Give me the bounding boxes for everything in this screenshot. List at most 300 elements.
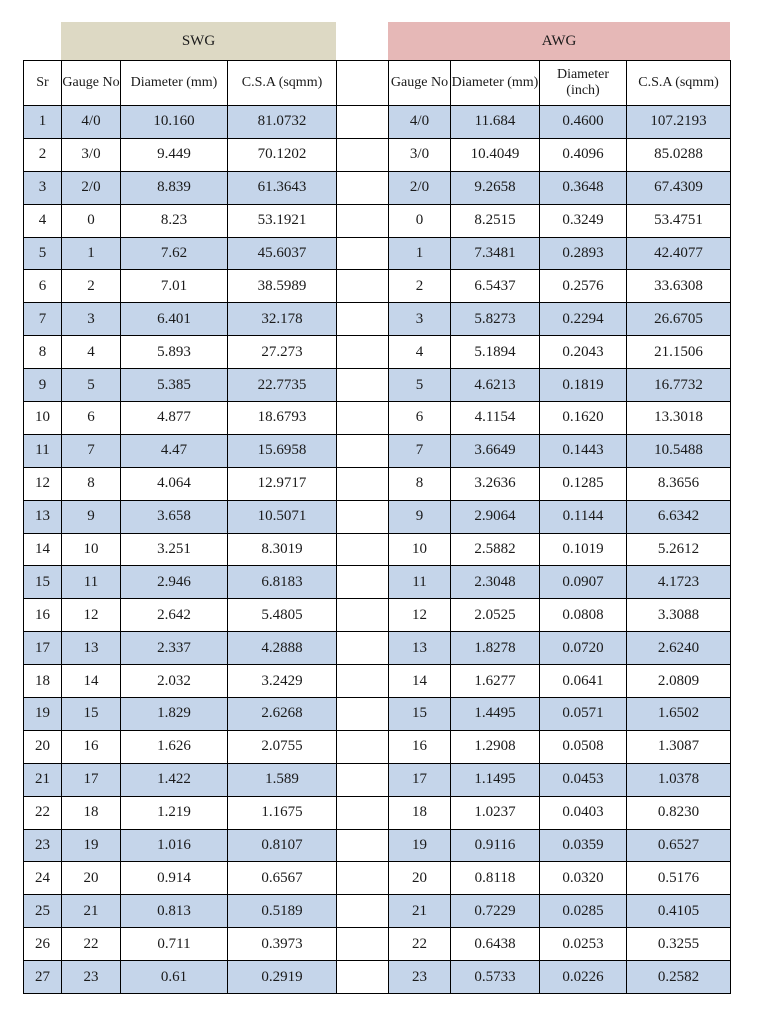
swg-table-cell: 3 bbox=[24, 171, 62, 204]
awg-table-cell: 9.2658 bbox=[451, 171, 540, 204]
swg-table-cell: 2.0755 bbox=[228, 730, 337, 763]
awg-table-body bbox=[389, 106, 731, 994]
swg-spacer-cell bbox=[337, 796, 389, 829]
awg-table-cell: 11.684 bbox=[451, 106, 540, 139]
awg-table-cell: 5.1894 bbox=[451, 336, 540, 369]
swg-spacer-cell bbox=[337, 171, 389, 204]
swg-header-row bbox=[24, 61, 389, 106]
awg-table-row bbox=[389, 895, 731, 928]
swg-table-cell: 8.23 bbox=[121, 204, 228, 237]
awg-col-diameter-mm: Diameter (mm) bbox=[451, 61, 540, 106]
awg-table-cell: 2/0 bbox=[389, 171, 451, 204]
swg-table-cell: 1.219 bbox=[121, 796, 228, 829]
awg-col-csa: C.S.A (sqmm) bbox=[627, 61, 731, 106]
awg-table-cell: 2.6240 bbox=[627, 632, 731, 665]
awg-table-row bbox=[389, 730, 731, 763]
awg-table-cell: 0.5176 bbox=[627, 862, 731, 895]
awg-table-cell: 33.6308 bbox=[627, 270, 731, 303]
swg-table-cell: 7.01 bbox=[121, 270, 228, 303]
swg-table-cell: 11 bbox=[62, 566, 121, 599]
awg-table-cell: 0.1819 bbox=[540, 369, 627, 402]
awg-table-cell: 0.5733 bbox=[451, 961, 540, 994]
swg-table-cell: 15 bbox=[62, 698, 121, 731]
swg-table-cell: 24 bbox=[24, 862, 62, 895]
awg-table-cell: 0 bbox=[389, 204, 451, 237]
awg-table-row bbox=[389, 566, 731, 599]
swg-table-cell: 0.61 bbox=[121, 961, 228, 994]
awg-table-cell: 11 bbox=[389, 566, 451, 599]
swg-spacer-cell bbox=[337, 204, 389, 237]
swg-table-row bbox=[24, 961, 389, 994]
swg-table-cell: 20 bbox=[62, 862, 121, 895]
swg-table-cell: 8 bbox=[24, 336, 62, 369]
swg-table-cell: 5 bbox=[24, 237, 62, 270]
awg-table-cell: 2.3048 bbox=[451, 566, 540, 599]
awg-table-cell: 0.0285 bbox=[540, 895, 627, 928]
swg-table-row bbox=[24, 829, 389, 862]
swg-table-cell: 5 bbox=[62, 369, 121, 402]
awg-table-cell: 1.8278 bbox=[451, 632, 540, 665]
swg-table-body bbox=[24, 106, 389, 994]
awg-table-cell: 16 bbox=[389, 730, 451, 763]
swg-col-gauge-no: Gauge No bbox=[62, 61, 121, 106]
swg-table-cell: 9 bbox=[62, 500, 121, 533]
awg-table-cell: 0.0907 bbox=[540, 566, 627, 599]
swg-spacer-cell bbox=[337, 632, 389, 665]
swg-table-row bbox=[24, 566, 389, 599]
awg-table-row bbox=[389, 402, 731, 435]
awg-table-cell: 0.0720 bbox=[540, 632, 627, 665]
awg-table-cell: 2.5882 bbox=[451, 533, 540, 566]
awg-table-cell: 7.3481 bbox=[451, 237, 540, 270]
awg-table-cell: 42.4077 bbox=[627, 237, 731, 270]
awg-table bbox=[388, 60, 731, 994]
swg-table-cell: 13 bbox=[62, 632, 121, 665]
swg-table-cell: 15 bbox=[24, 566, 62, 599]
awg-table-cell: 1.1495 bbox=[451, 763, 540, 796]
awg-table-row bbox=[389, 763, 731, 796]
swg-table-cell: 10.5071 bbox=[228, 500, 337, 533]
awg-table-cell: 53.4751 bbox=[627, 204, 731, 237]
swg-table-row bbox=[24, 698, 389, 731]
awg-table-cell: 0.3255 bbox=[627, 928, 731, 961]
awg-table-cell: 22 bbox=[389, 928, 451, 961]
awg-col-diameter-inch: Diameter (inch) bbox=[540, 61, 627, 106]
swg-table-row bbox=[24, 171, 389, 204]
awg-table-cell: 67.4309 bbox=[627, 171, 731, 204]
awg-table-cell: 0.2582 bbox=[627, 961, 731, 994]
awg-table-cell: 17 bbox=[389, 763, 451, 796]
swg-spacer-cell bbox=[337, 533, 389, 566]
awg-table-cell: 12 bbox=[389, 599, 451, 632]
swg-table-cell: 14 bbox=[24, 533, 62, 566]
swg-spacer-col bbox=[337, 61, 389, 106]
swg-table-row bbox=[24, 730, 389, 763]
swg-table-cell: 6.8183 bbox=[228, 566, 337, 599]
awg-table-cell: 3.3088 bbox=[627, 599, 731, 632]
swg-spacer-cell bbox=[337, 336, 389, 369]
swg-table-cell: 10 bbox=[24, 402, 62, 435]
swg-spacer-cell bbox=[337, 369, 389, 402]
swg-table-cell: 0.8107 bbox=[228, 829, 337, 862]
awg-table-cell: 0.0453 bbox=[540, 763, 627, 796]
awg-table-cell: 0.2893 bbox=[540, 237, 627, 270]
awg-table-row bbox=[389, 665, 731, 698]
swg-table-cell: 16 bbox=[24, 599, 62, 632]
swg-spacer-cell bbox=[337, 138, 389, 171]
swg-spacer-cell bbox=[337, 467, 389, 500]
swg-table-cell: 27 bbox=[24, 961, 62, 994]
awg-table-row bbox=[389, 237, 731, 270]
awg-table-cell: 0.4096 bbox=[540, 138, 627, 171]
swg-table-cell: 0.6567 bbox=[228, 862, 337, 895]
swg-table-row bbox=[24, 665, 389, 698]
swg-spacer-cell bbox=[337, 500, 389, 533]
swg-table-cell: 5.4805 bbox=[228, 599, 337, 632]
awg-table-row bbox=[389, 533, 731, 566]
awg-table-cell: 26.6705 bbox=[627, 303, 731, 336]
awg-table-row bbox=[389, 829, 731, 862]
swg-table-row bbox=[24, 369, 389, 402]
awg-table-cell: 4.6213 bbox=[451, 369, 540, 402]
awg-table-cell: 13 bbox=[389, 632, 451, 665]
awg-table-cell: 0.1144 bbox=[540, 500, 627, 533]
swg-table-row bbox=[24, 237, 389, 270]
swg-table-cell: 0 bbox=[62, 204, 121, 237]
swg-spacer-cell bbox=[337, 270, 389, 303]
awg-table-cell: 10 bbox=[389, 533, 451, 566]
awg-table-cell: 1.4495 bbox=[451, 698, 540, 731]
awg-table-row bbox=[389, 303, 731, 336]
swg-spacer-cell bbox=[337, 665, 389, 698]
swg-table-cell: 70.1202 bbox=[228, 138, 337, 171]
awg-table-cell: 0.1285 bbox=[540, 467, 627, 500]
swg-table-cell: 4.064 bbox=[121, 467, 228, 500]
swg-table-cell: 2.946 bbox=[121, 566, 228, 599]
awg-table-cell: 10.4049 bbox=[451, 138, 540, 171]
swg-table-cell: 81.0732 bbox=[228, 106, 337, 139]
swg-table-cell: 61.3643 bbox=[228, 171, 337, 204]
swg-table-cell: 7 bbox=[24, 303, 62, 336]
awg-table-cell: 9 bbox=[389, 500, 451, 533]
swg-table-cell: 4.2888 bbox=[228, 632, 337, 665]
swg-table-cell: 6 bbox=[24, 270, 62, 303]
awg-table-row bbox=[389, 632, 731, 665]
awg-table-cell: 7 bbox=[389, 434, 451, 467]
awg-table-row bbox=[389, 434, 731, 467]
swg-table-cell: 1.016 bbox=[121, 829, 228, 862]
swg-table-cell: 17 bbox=[24, 632, 62, 665]
awg-section-title: AWG bbox=[388, 22, 730, 60]
swg-table-cell: 4.47 bbox=[121, 434, 228, 467]
swg-table-cell: 3.658 bbox=[121, 500, 228, 533]
awg-table-cell: 0.6527 bbox=[627, 829, 731, 862]
awg-table-cell: 1.6277 bbox=[451, 665, 540, 698]
swg-spacer-cell bbox=[337, 763, 389, 796]
awg-table-row bbox=[389, 270, 731, 303]
swg-table-cell: 2.337 bbox=[121, 632, 228, 665]
swg-table-cell: 19 bbox=[24, 698, 62, 731]
awg-table-cell: 21.1506 bbox=[627, 336, 731, 369]
awg-table-row bbox=[389, 500, 731, 533]
awg-table-cell: 0.3249 bbox=[540, 204, 627, 237]
swg-table-cell: 2 bbox=[62, 270, 121, 303]
swg-table-cell: 18 bbox=[24, 665, 62, 698]
swg-table-row bbox=[24, 336, 389, 369]
awg-table-cell: 1 bbox=[389, 237, 451, 270]
awg-table-cell: 1.3087 bbox=[627, 730, 731, 763]
swg-table-cell: 8 bbox=[62, 467, 121, 500]
swg-table-cell: 23 bbox=[62, 961, 121, 994]
swg-table-cell: 6.401 bbox=[121, 303, 228, 336]
swg-table-row bbox=[24, 500, 389, 533]
awg-table-cell: 10.5488 bbox=[627, 434, 731, 467]
swg-spacer-cell bbox=[337, 895, 389, 928]
swg-spacer-cell bbox=[337, 928, 389, 961]
swg-table-row bbox=[24, 270, 389, 303]
swg-spacer-cell bbox=[337, 402, 389, 435]
awg-table-cell: 16.7732 bbox=[627, 369, 731, 402]
swg-table-row bbox=[24, 434, 389, 467]
awg-table-row bbox=[389, 204, 731, 237]
swg-table-cell: 17 bbox=[62, 763, 121, 796]
swg-spacer-cell bbox=[337, 106, 389, 139]
swg-table-cell: 1.626 bbox=[121, 730, 228, 763]
awg-table-cell: 0.0359 bbox=[540, 829, 627, 862]
awg-table-cell: 13.3018 bbox=[627, 402, 731, 435]
swg-spacer-cell bbox=[337, 829, 389, 862]
awg-col-gauge-no: Gauge No bbox=[389, 61, 451, 106]
swg-col-sr: Sr bbox=[24, 61, 62, 106]
swg-spacer-cell bbox=[337, 698, 389, 731]
awg-table-row bbox=[389, 961, 731, 994]
awg-table-cell: 5.8273 bbox=[451, 303, 540, 336]
awg-table-cell: 2.9064 bbox=[451, 500, 540, 533]
swg-table-cell: 1 bbox=[24, 106, 62, 139]
swg-table-cell: 10.160 bbox=[121, 106, 228, 139]
awg-table-cell: 0.8118 bbox=[451, 862, 540, 895]
swg-table bbox=[23, 60, 389, 994]
awg-table-cell: 0.7229 bbox=[451, 895, 540, 928]
swg-table-row bbox=[24, 763, 389, 796]
awg-table-cell: 18 bbox=[389, 796, 451, 829]
swg-table-row bbox=[24, 796, 389, 829]
awg-table-cell: 0.0508 bbox=[540, 730, 627, 763]
awg-table-cell: 3.6649 bbox=[451, 434, 540, 467]
swg-table-cell: 14 bbox=[62, 665, 121, 698]
swg-table-cell: 8.3019 bbox=[228, 533, 337, 566]
awg-table-cell: 0.2294 bbox=[540, 303, 627, 336]
swg-table-cell: 19 bbox=[62, 829, 121, 862]
awg-table-row bbox=[389, 336, 731, 369]
awg-table-cell: 8 bbox=[389, 467, 451, 500]
swg-table-cell: 9.449 bbox=[121, 138, 228, 171]
swg-table-cell: 45.6037 bbox=[228, 237, 337, 270]
awg-table-cell: 15 bbox=[389, 698, 451, 731]
awg-table-cell: 20 bbox=[389, 862, 451, 895]
awg-table-cell: 8.2515 bbox=[451, 204, 540, 237]
swg-table-row bbox=[24, 599, 389, 632]
awg-table-cell: 107.2193 bbox=[627, 106, 731, 139]
awg-table-cell: 23 bbox=[389, 961, 451, 994]
awg-table-cell: 3 bbox=[389, 303, 451, 336]
swg-table-cell: 22.7735 bbox=[228, 369, 337, 402]
awg-table-cell: 0.4600 bbox=[540, 106, 627, 139]
swg-table-cell: 16 bbox=[62, 730, 121, 763]
awg-table-cell: 6 bbox=[389, 402, 451, 435]
awg-table-cell: 6.5437 bbox=[451, 270, 540, 303]
swg-table-cell: 27.273 bbox=[228, 336, 337, 369]
swg-table-row bbox=[24, 204, 389, 237]
swg-table-row bbox=[24, 895, 389, 928]
awg-table-cell: 0.1620 bbox=[540, 402, 627, 435]
swg-table-cell: 8.839 bbox=[121, 171, 228, 204]
awg-table-cell: 4/0 bbox=[389, 106, 451, 139]
swg-col-diameter-mm: Diameter (mm) bbox=[121, 61, 228, 106]
swg-table-row bbox=[24, 138, 389, 171]
awg-table-cell: 4.1723 bbox=[627, 566, 731, 599]
swg-table-cell: 1 bbox=[62, 237, 121, 270]
swg-table-cell: 9 bbox=[24, 369, 62, 402]
swg-table-cell: 22 bbox=[62, 928, 121, 961]
awg-table-cell: 0.4105 bbox=[627, 895, 731, 928]
awg-table-cell: 85.0288 bbox=[627, 138, 731, 171]
swg-table-cell: 2.032 bbox=[121, 665, 228, 698]
swg-table-cell: 21 bbox=[24, 763, 62, 796]
awg-table-cell: 1.6502 bbox=[627, 698, 731, 731]
swg-table-cell: 0.2919 bbox=[228, 961, 337, 994]
swg-spacer-cell bbox=[337, 303, 389, 336]
awg-table-cell: 8.3656 bbox=[627, 467, 731, 500]
swg-table-row bbox=[24, 862, 389, 895]
awg-table-cell: 0.6438 bbox=[451, 928, 540, 961]
swg-table-cell: 6 bbox=[62, 402, 121, 435]
swg-table-cell: 25 bbox=[24, 895, 62, 928]
awg-table-cell: 4 bbox=[389, 336, 451, 369]
swg-spacer-cell bbox=[337, 961, 389, 994]
awg-table-cell: 1.0378 bbox=[627, 763, 731, 796]
swg-table-row bbox=[24, 533, 389, 566]
swg-table-cell: 32.178 bbox=[228, 303, 337, 336]
swg-table-cell: 2.6268 bbox=[228, 698, 337, 731]
swg-table-row bbox=[24, 928, 389, 961]
awg-table-cell: 2 bbox=[389, 270, 451, 303]
swg-table-cell: 53.1921 bbox=[228, 204, 337, 237]
swg-table-row bbox=[24, 467, 389, 500]
swg-table-cell: 7.62 bbox=[121, 237, 228, 270]
awg-table-cell: 0.1019 bbox=[540, 533, 627, 566]
swg-table-cell: 0.914 bbox=[121, 862, 228, 895]
awg-table-cell: 0.0226 bbox=[540, 961, 627, 994]
swg-section-title: SWG bbox=[61, 22, 336, 60]
swg-table-cell: 12 bbox=[62, 599, 121, 632]
awg-table-row bbox=[389, 698, 731, 731]
swg-table-cell: 3 bbox=[62, 303, 121, 336]
awg-table-cell: 5.2612 bbox=[627, 533, 731, 566]
swg-spacer-cell bbox=[337, 862, 389, 895]
swg-table-cell: 38.5989 bbox=[228, 270, 337, 303]
swg-table-cell: 2/0 bbox=[62, 171, 121, 204]
swg-table-cell: 4/0 bbox=[62, 106, 121, 139]
awg-table-cell: 0.2576 bbox=[540, 270, 627, 303]
swg-table-cell: 3.2429 bbox=[228, 665, 337, 698]
awg-table-row bbox=[389, 467, 731, 500]
awg-table-cell: 0.9116 bbox=[451, 829, 540, 862]
swg-table-cell: 5.385 bbox=[121, 369, 228, 402]
awg-table-cell: 1.0237 bbox=[451, 796, 540, 829]
swg-table-cell: 21 bbox=[62, 895, 121, 928]
awg-table-cell: 0.0253 bbox=[540, 928, 627, 961]
swg-table-row bbox=[24, 632, 389, 665]
swg-table-row bbox=[24, 303, 389, 336]
awg-table-cell: 2.0525 bbox=[451, 599, 540, 632]
swg-table-cell: 1.829 bbox=[121, 698, 228, 731]
awg-table-cell: 0.0403 bbox=[540, 796, 627, 829]
swg-table-cell: 12 bbox=[24, 467, 62, 500]
swg-table-cell: 15.6958 bbox=[228, 434, 337, 467]
awg-table-cell: 0.3648 bbox=[540, 171, 627, 204]
awg-table-cell: 4.1154 bbox=[451, 402, 540, 435]
swg-table-cell: 18.6793 bbox=[228, 402, 337, 435]
swg-table-cell: 4 bbox=[62, 336, 121, 369]
swg-table-cell: 4 bbox=[24, 204, 62, 237]
swg-table-cell: 18 bbox=[62, 796, 121, 829]
awg-table-cell: 0.8230 bbox=[627, 796, 731, 829]
awg-table-cell: 0.0641 bbox=[540, 665, 627, 698]
awg-table-cell: 14 bbox=[389, 665, 451, 698]
awg-table-row bbox=[389, 369, 731, 402]
swg-table-cell: 4.877 bbox=[121, 402, 228, 435]
swg-table-cell: 13 bbox=[24, 500, 62, 533]
awg-table-row bbox=[389, 138, 731, 171]
swg-table-cell: 26 bbox=[24, 928, 62, 961]
awg-table-cell: 6.6342 bbox=[627, 500, 731, 533]
swg-table-cell: 5.893 bbox=[121, 336, 228, 369]
swg-table-cell: 2.642 bbox=[121, 599, 228, 632]
swg-table-cell: 1.422 bbox=[121, 763, 228, 796]
swg-table-cell: 0.813 bbox=[121, 895, 228, 928]
awg-table-cell: 3/0 bbox=[389, 138, 451, 171]
swg-spacer-cell bbox=[337, 237, 389, 270]
awg-table-row bbox=[389, 599, 731, 632]
awg-table-row bbox=[389, 928, 731, 961]
swg-table-cell: 23 bbox=[24, 829, 62, 862]
swg-table-cell: 7 bbox=[62, 434, 121, 467]
swg-table-cell: 0.3973 bbox=[228, 928, 337, 961]
awg-table-cell: 0.0808 bbox=[540, 599, 627, 632]
swg-table-row bbox=[24, 402, 389, 435]
awg-header-row bbox=[389, 61, 731, 106]
awg-table-cell: 2.0809 bbox=[627, 665, 731, 698]
swg-table-cell: 2 bbox=[24, 138, 62, 171]
awg-table-cell: 0.0320 bbox=[540, 862, 627, 895]
swg-table-cell: 20 bbox=[24, 730, 62, 763]
swg-table-cell: 3/0 bbox=[62, 138, 121, 171]
awg-table-cell: 0.1443 bbox=[540, 434, 627, 467]
awg-table-cell: 21 bbox=[389, 895, 451, 928]
awg-table-cell: 5 bbox=[389, 369, 451, 402]
awg-table-cell: 0.2043 bbox=[540, 336, 627, 369]
awg-table-cell: 0.0571 bbox=[540, 698, 627, 731]
swg-table-cell: 22 bbox=[24, 796, 62, 829]
awg-table-cell: 3.2636 bbox=[451, 467, 540, 500]
awg-table-row bbox=[389, 106, 731, 139]
swg-col-csa: C.S.A (sqmm) bbox=[228, 61, 337, 106]
swg-table-cell: 10 bbox=[62, 533, 121, 566]
awg-table-row bbox=[389, 796, 731, 829]
swg-spacer-cell bbox=[337, 599, 389, 632]
swg-table-cell: 0.5189 bbox=[228, 895, 337, 928]
